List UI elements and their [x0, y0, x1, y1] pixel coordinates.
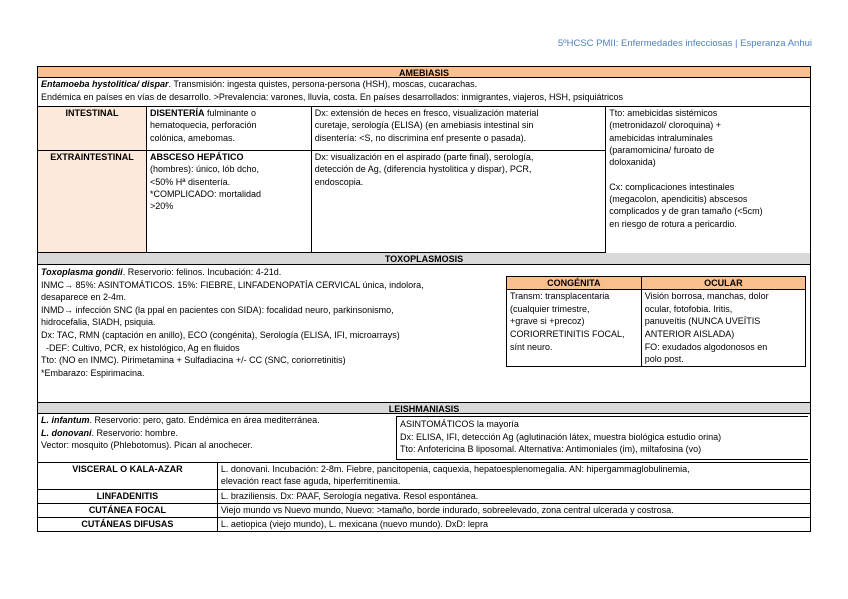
leish-row-label: LINFADENITIS [38, 490, 218, 504]
tto-line: (paramomicina/ furoato de [609, 144, 715, 155]
leish-line-text: . Reservorio: hombre. [91, 427, 179, 438]
leish-species: L. infantum [41, 415, 90, 425]
page-header: 5ºHCSC PMII: Enfermedades infecciosas | Esperanza Anhui [557, 38, 812, 49]
congenita-line: +grave si +precoz) [510, 316, 585, 327]
congenita-line: (cualquier trimestre, [510, 303, 590, 314]
congenita-line: sínt neuro. [510, 341, 553, 352]
amebiasis-intestinal-label: INTESTINAL [38, 107, 147, 151]
leish-line [41, 414, 320, 427]
absceso-label: ABSCESO HEPÁTICO [149, 152, 244, 162]
toxo-line: *Embarazo: Espirimacina. [41, 367, 145, 378]
leish-row-line: L. donovani. Incubación: 2-8m. Fiebre, pancitopenia, caquexia, hepatoesplenomegalia. AN: hipergammaglobulinemia, [220, 464, 690, 474]
disenteria-text: hematoquecia, perforación [149, 120, 257, 131]
cx-line: complicados y de gran tamaño (<5cm) [609, 206, 763, 217]
toxo-line: INMC→ 85%: ASINTOMÁTICOS. 15%: FIEBRE, LINFADENOPATÍA CERVICAL única, indolora, [41, 279, 424, 290]
leish-left [41, 414, 320, 452]
congenita-content [507, 290, 642, 367]
amebiasis-intestinal-clinic [146, 107, 311, 151]
toxo-forms-table [506, 276, 806, 367]
tto-line: doloxanida) [609, 157, 656, 168]
amebiasis-species: Entamoeba hystolitica/ dispar [41, 79, 169, 89]
tto-line: amebicidas intraluminales [609, 132, 713, 143]
tto-line: Tto: amebicidas sistémicos [609, 108, 718, 118]
leish-row-content: L. braziliensis. Dx: PAAF, Serología negativa. Resol espontánea. [217, 490, 810, 504]
ocular-line: Visión borrosa, manchas, dolor [644, 291, 769, 302]
dx-line: Dx: extensión de heces en fresco, visualización material [314, 108, 539, 118]
congenita-title: CONGÉNITA [507, 277, 642, 290]
congenita-line: Transm: transplacentaria [510, 291, 610, 302]
leish-forms-table [37, 462, 811, 532]
ocular-title: OCULAR [641, 277, 805, 290]
ocular-line: polo post. [644, 354, 684, 365]
ocular-line: panuveítis (NUNCA UVEÍTIS [644, 316, 761, 327]
leish-row-line: elevación react fase aguda, hiperferritinemia. [220, 476, 401, 487]
toxo-line: INMD→ infección SNC (la ppal en pacientes con SIDA): focalidad neuro, parkinsonismo, [41, 304, 394, 315]
cx-line: en riesgo de rotura a pericardio. [609, 218, 737, 229]
absceso-line: >20% [149, 201, 174, 212]
dx-line: Dx: visualización en el aspirado (parte final), serología, [314, 152, 534, 162]
leish-row-content: L. aetiopica (viejo mundo), L. mexicana (nuevo mundo). DxD: lepra [217, 518, 810, 532]
amebiasis-intestinal-dx [311, 107, 606, 151]
toxo-line: Tto: (NO en INMC). Pirimetamina + Sulfadiacina +/- CC (SNC, coriorretinitis) [41, 355, 346, 366]
tto-line: (metronidazol/ cloroquina) + [609, 120, 722, 131]
toxo-line-text: . Reservorio: felinos. Incubación: 4-21d. [122, 267, 282, 277]
toxo-line: Dx: TAC, RMN (captación en anillo), ECO (congénita), Serología (ELISA, IFI, microarrays) [41, 329, 400, 340]
dx-line: detección de Ag, (diferencia hystolitica y dispar), PCR, [314, 164, 532, 175]
amebiasis-transmission-text: . Transmisión: ingesta quistes, persona-persona (HSH), moscas, cucarachas. [168, 79, 478, 89]
amebiasis-table [37, 106, 811, 253]
absceso-line: *COMPLICADO: mortalidad [149, 188, 261, 199]
toxo-section [37, 265, 811, 402]
dx-line: disentería: <S, no discrimina enf presente o pasada). [314, 132, 527, 143]
dx-line: curetaje, serología (ELISA) (en amebiasis intestinal sin [314, 120, 534, 131]
amebiasis-intro [37, 78, 811, 106]
leish-species: L. donovani [41, 427, 92, 438]
toxo-text [41, 266, 424, 379]
leish-right-line: Tto: Anfotericina B liposomal. Alternativa: Antimoniales (im), miltafosina (vo) [400, 444, 702, 455]
leish-line-text: . Reservorio: pero, gato. Endémica en área mediterránea. [89, 415, 320, 425]
amebiasis-title: AMEBIASIS [37, 66, 811, 78]
amebiasis-transmission [38, 78, 810, 91]
toxo-line [41, 266, 424, 279]
absceso-line: <50% Hª disentería. [149, 176, 231, 187]
leish-row-content [217, 463, 810, 490]
document-body [37, 66, 811, 532]
leish-title: LEISHMANIASIS [37, 402, 811, 414]
leish-line [41, 427, 320, 440]
disenteria-text: colónica, amebomas. [149, 132, 235, 143]
ocular-line: FO: exudados algodonosos en [644, 341, 768, 352]
amebiasis-extra-label: EXTRAINTESTINAL [38, 151, 147, 253]
amebiasis-extra-clinic [146, 151, 311, 253]
leish-line: Vector: mosquito (Phlebotomus). Pican al anochecer. [41, 440, 253, 451]
congenita-line: CORIORRETINITIS FOCAL, [510, 329, 625, 340]
ocular-line: ocular, fotofobia. Iritis, [644, 303, 733, 314]
toxo-line: -DEF: Cultivo, PCR, ex histológico, Ag en fluidos [41, 342, 240, 353]
leish-row-label: CUTÁNEAS DIFUSAS [38, 518, 218, 532]
leish-section [37, 414, 811, 462]
ocular-line: ANTERIOR AISLADA) [644, 329, 735, 340]
amebiasis-extra-dx [311, 151, 606, 253]
leish-row-content: Viejo mundo vs Nuevo mundo, Nuevo: >tamaño, borde indurado, sobreelevado, zona central ulcerada y costrosa. [217, 504, 810, 518]
leish-row-label: VISCERAL O KALA-AZAR [38, 463, 218, 490]
toxo-title: TOXOPLASMOSIS [37, 253, 811, 265]
leish-right-line: ASINTOMÁTICOS la mayoría [400, 419, 519, 429]
leish-row-label: CUTÁNEA FOCAL [38, 504, 218, 518]
leish-right-box [396, 416, 808, 460]
cx-line: (megacolon, apendicitis) abscesos [609, 194, 748, 205]
amebiasis-treatment [606, 107, 811, 253]
amebiasis-endemic: Endémica en países en vías de desarrollo. >Prevalencia: varones, lluvia, costa. En países desarrollados: inmigrantes, viajeros, HSH, psiquiátricos [41, 91, 624, 102]
disenteria-label: DISENTERÍA [149, 108, 205, 118]
disenteria-text: fulminante o [204, 108, 256, 118]
toxo-species: Toxoplasma gondii [41, 267, 123, 277]
absceso-line: (hombres): único, lób dcho, [149, 164, 260, 175]
toxo-line: hidrocefalia, SIADH, psiquia. [41, 317, 156, 328]
ocular-content [641, 290, 805, 367]
cx-line: Cx: complicaciones intestinales [609, 181, 735, 192]
leish-right-line: Dx: ELISA, IFI, detección Ag (aglutinación látex, muestra biológica estudio orina) [400, 431, 722, 442]
dx-line: endoscopia. [314, 176, 364, 187]
toxo-line: desaparece en 2-4m. [41, 292, 127, 303]
